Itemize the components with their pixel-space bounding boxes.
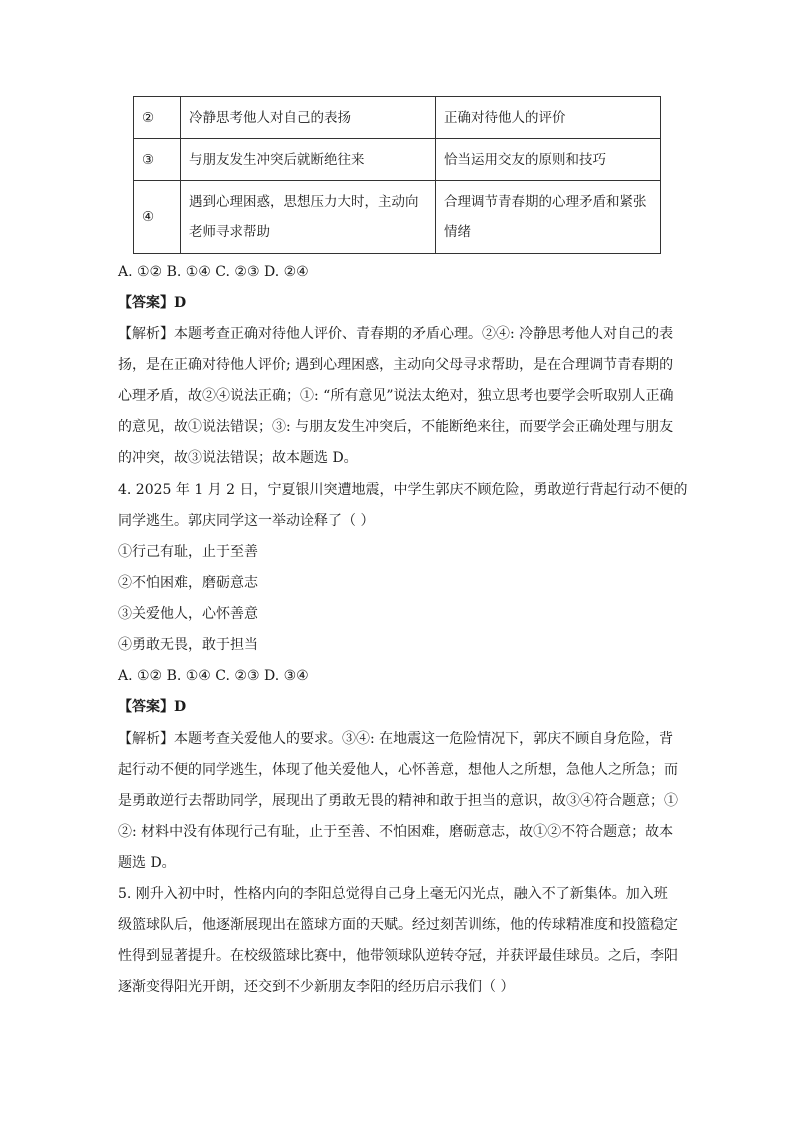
- q4-stem-line: 4. 2025 年 1 月 2 日，宁夏银川突遭地震，中学生郭庆不顾危险，勇敢逆行背起行动不便的: [118, 482, 688, 498]
- table-row: [134, 139, 661, 181]
- q5-stem-line: 逐渐变得阳光开朗，还交到不少新朋友李阳的经历启示我们（ ）: [118, 979, 515, 995]
- q4-analysis-line: 【解析】本题考查关爱他人的要求。③④: 在地震这一危险情况下，郭庆不顾自身危险，背: [118, 731, 674, 747]
- q3-options: A. ①② B. ①④ C. ②③ D. ②④: [118, 264, 309, 280]
- table-cell-number: ②: [134, 97, 181, 139]
- q4-analysis-line: 是勇敢逆行去帮助同学，展现出了勇敢无畏的精神和敢于担当的意识，故③④符合题意；①: [118, 793, 678, 809]
- table-cell-meaning-line: 合理调节青春期的心理矛盾和紧张: [444, 194, 647, 210]
- table-cell-action-line: 遇到心理困惑，思想压力大时，主动向: [189, 194, 419, 210]
- q5-stem-line: 性得到显著提升。在校级篮球比赛中，他带领球队逆转夺冠，并获评最佳球员。之后，李阳: [118, 948, 678, 964]
- q4-answer: 【答案】D: [118, 699, 187, 715]
- q3-answer: 【答案】D: [118, 295, 187, 311]
- q3-analysis-line: 的冲突，故③说法错误；故本题选 D。: [118, 450, 358, 466]
- q4-analysis-line: ②: 材料中没有体现行己有耻，止于至善、不怕困难，磨砺意志，故①②不符合题意；故本: [118, 824, 674, 840]
- options-table: [133, 96, 661, 254]
- q4-options: A. ①② B. ①④ C. ②③ D. ③④: [118, 668, 309, 684]
- table-cell-meaning: [436, 181, 661, 254]
- q4-analysis-line: 起行动不便的同学逃生，体现了他关爱他人，心怀善意，想他人之所想，急他人之所急；而: [118, 762, 678, 778]
- q3-analysis-line: 的意见，故①说法错误；③: 与朋友发生冲突后，不能断绝来往，而要学会正确处理与朋友: [118, 419, 674, 435]
- table-cell-number: ④: [134, 181, 181, 254]
- q3-analysis-line: 扬，是在正确对待他人评价; 遇到心理困惑，主动向父母寻求帮助，是在合理调节青春期的: [118, 357, 674, 373]
- q5-stem-line: 级篮球队后，他逐渐展现出在篮球方面的天赋。经过刻苦训练，他的传球精准度和投篮稳定: [118, 917, 678, 933]
- table-cell-meaning-line: 情绪: [444, 224, 471, 240]
- table-cell-action: 与朋友发生冲突后就断绝往来: [181, 139, 436, 181]
- table-cell-meaning: 恰当运用交友的原则和技巧: [436, 139, 661, 181]
- table-cell-meaning: 正确对待他人的评价: [436, 97, 661, 139]
- q4-item: ①行己有耻，止于至善: [118, 544, 258, 560]
- q4-item: ③关爱他人，心怀善意: [118, 606, 258, 622]
- table-cell-number: ③: [134, 139, 181, 181]
- q3-analysis-line: 心理矛盾，故②④说法正确；①: “所有意见”说法太绝对，独立思考也要学会听取别人正确: [118, 388, 674, 404]
- table-cell-action-line: 老师寻求帮助: [189, 224, 270, 240]
- q4-item: ④勇敢无畏，敢于担当: [118, 637, 258, 653]
- q4-item: ②不怕困难，磨砺意志: [118, 575, 258, 591]
- table-row: [134, 181, 661, 254]
- table-cell-action: 冷静思考他人对自己的表扬: [181, 97, 436, 139]
- table-row: [134, 97, 661, 139]
- q5-stem-line: 5. 刚升入初中时，性格内向的李阳总觉得自己身上毫无闪光点，融入不了新集体。加入班: [118, 886, 668, 902]
- q3-analysis-line: 【解析】本题考查正确对待他人评价、青春期的矛盾心理。②④: 冷静思考他人对自己的表: [118, 326, 674, 342]
- q4-analysis-line: 题选 D。: [118, 855, 176, 871]
- q4-stem-line: 同学逃生。郭庆同学这一举动诠释了（ ）: [118, 513, 375, 529]
- table-cell-action: [181, 181, 436, 254]
